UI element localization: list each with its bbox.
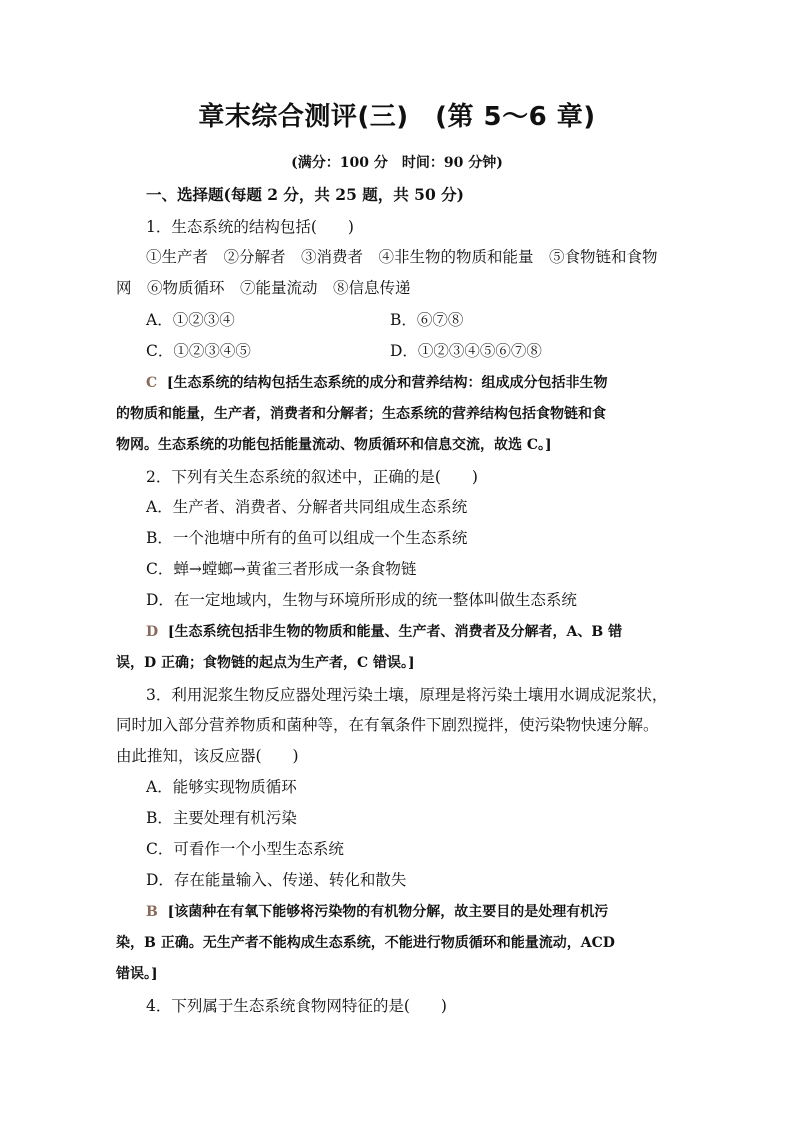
question-1-explanation-cont: 的物质和能量，生产者，消费者和分解者；生态系统的营养结构包括食物链和食: [116, 406, 606, 422]
question-1-option-b: B．⑥⑦⑧: [390, 311, 464, 329]
question-2-option-d: D．在一定地域内，生物与环境所形成的统一整体叫做生态系统: [146, 591, 577, 609]
question-2-explanation-cont: 误，D 正确；食物链的起点为生产者，C 错误。]: [116, 655, 415, 671]
question-1-explanation-cont2: 物网。生态系统的功能包括能量流动、物质循环和信息交流，故选 C。]: [116, 437, 552, 453]
question-1-items: ①生产者 ②分解者 ③消费者 ④非生物的物质和能量 ⑤食物链和食物: [146, 248, 658, 266]
question-1-option-a: A．①②③④: [146, 311, 235, 329]
exam-info: (满分：100 分 时间：90 分钟): [291, 155, 503, 171]
question-2-stem: 2．下列有关生态系统的叙述中，正确的是( ): [146, 468, 478, 486]
question-2-option-c: C．蝉→螳螂→黄雀三者形成一条食物链: [146, 560, 417, 578]
question-1-answer: C: [146, 375, 158, 391]
question-3-explanation: B [该菌种在有氧下能够将污染物的有机物分解，故主要目的是处理有机污: [146, 904, 609, 920]
question-3-option-c: C．可看作一个小型生态系统: [146, 840, 344, 858]
question-2-option-a: A．生产者、消费者、分解者共同组成生态系统: [146, 498, 468, 516]
question-3-explanation-cont2: 错误。]: [116, 966, 158, 982]
question-3-option-b: B．主要处理有机污染: [146, 809, 297, 827]
question-3-answer: B: [146, 904, 158, 920]
question-3-stem-cont: 同时加入部分营养物质和菌种等，在有氧条件下剧烈搅拌，使污染物快速分解。: [116, 716, 659, 734]
question-4-stem: 4．下列属于生态系统食物网特征的是( ): [146, 997, 447, 1015]
question-2-explanation: D [生态系统包括非生物的物质和能量、生产者、消费者及分解者，A、B 错: [146, 624, 623, 640]
question-1-explanation: C [生态系统的结构包括生态系统的成分和营养结构：组成成分包括非生物: [146, 375, 608, 391]
question-1-items-cont: 网 ⑥物质循环 ⑦能量流动 ⑧信息传递: [116, 279, 411, 297]
question-3-stem: 3．利用泥浆生物反应器处理污染土壤，原理是将污染土壤用水调成泥浆状，: [146, 686, 668, 704]
question-3-stem-cont2: 由此推知，该反应器( ): [116, 747, 299, 765]
question-2-option-b: B．一个池塘中所有的鱼可以组成一个生态系统: [146, 529, 468, 547]
section-heading: 一、选择题(每题 2 分，共 25 题，共 50 分): [146, 185, 464, 204]
question-1-stem: 1．生态系统的结构包括( ): [146, 218, 354, 236]
question-2-answer: D: [146, 624, 159, 640]
question-3-option-a: A．能够实现物质循环: [146, 778, 297, 796]
question-1-option-c: C．①②③④⑤: [146, 342, 251, 360]
question-3-option-d: D．存在能量输入、传递、转化和散失: [146, 871, 407, 889]
page-title: 章末综合测评(三) (第 5～6 章): [198, 102, 596, 132]
question-1-option-d: D．①②③④⑤⑥⑦⑧: [390, 342, 542, 360]
question-3-explanation-cont: 染，B 正确。无生产者不能构成生态系统，不能进行物质循环和能量流动，ACD: [116, 935, 615, 951]
